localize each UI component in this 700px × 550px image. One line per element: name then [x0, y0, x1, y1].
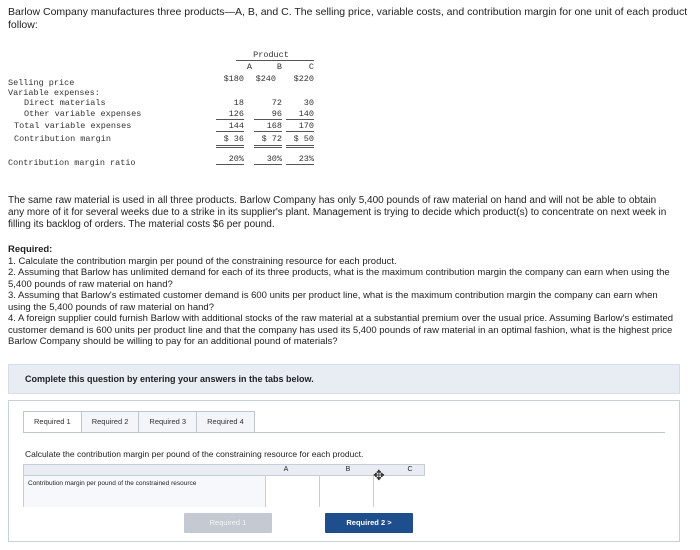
answer-row-label: Contribution margin per pound of the constrained resource	[24, 476, 266, 507]
required-item-3: 3. Assuming that Barlow's estimated customer demand is 600 units per product line, what is the maximum contribution margin the company can earn when using the 5,400 pounds of raw material on hand?	[8, 290, 658, 313]
col-header-c: C	[308, 62, 314, 72]
answer-header-b: B	[345, 466, 351, 473]
row-label-other-variable: Other variable expenses	[24, 109, 142, 119]
problem-intro: Barlow Company manufactures three products—A, B, and C. The selling price, variable costs, and contribution margin for one unit of each product follow:	[8, 6, 688, 31]
required-item-4: 4. A foreign supplier could furnish Barlow with additional stocks of the raw material at a substantial premium over the usual price. Assuming Barlow's estimated customer demand is 600 units per product line and that the company has used its 5,400 pounds of raw material in an optimal fashion, what is the highest price Barlow Company should be willing to pay for an additional pound of materials?	[8, 313, 674, 347]
selling-price-a: $180	[223, 74, 244, 84]
answer-header-c: C	[407, 466, 413, 473]
row-label-contribution-margin: Contribution margin	[14, 134, 111, 144]
tab-bar	[23, 411, 255, 433]
row-label-variable-expenses: Variable expenses:	[8, 88, 100, 98]
answer-input-b[interactable]	[320, 476, 373, 507]
contribution-margin-c: $ 50	[293, 134, 314, 144]
cm-ratio-b: 30%	[266, 154, 282, 164]
row-label-cm-ratio: Contribution margin ratio	[8, 158, 136, 168]
direct-materials-c: 30	[303, 98, 314, 108]
required-item-2: 2. Assuming that Barlow has unlimited demand for each of its three products, what is the maximum contribution margin the company can earn when using the 5,400 pounds of raw material on hand?	[8, 267, 670, 290]
answer-panel	[8, 400, 680, 542]
cm-ratio-c: 23%	[298, 154, 314, 164]
selling-price-b: $240	[255, 74, 276, 84]
tab-required-4[interactable]: Required 4	[196, 411, 255, 433]
col-header-a: A	[246, 62, 252, 72]
next-tab-button[interactable]: Required 2 >	[325, 513, 413, 533]
cm-ratio-a: 20%	[228, 154, 244, 164]
other-variable-a: 126	[228, 109, 244, 119]
answer-header-a: A	[283, 466, 289, 473]
row-label-direct-materials: Direct materials	[24, 98, 106, 108]
row-label-selling-price: Selling price	[8, 78, 75, 88]
required-title: Required:	[8, 244, 53, 255]
direct-materials-a: 18	[233, 98, 244, 108]
col-header-b: B	[276, 62, 282, 72]
answer-row	[23, 476, 425, 507]
complete-instruction-bar: Complete this question by entering your answers in the tabs below.	[8, 364, 680, 394]
other-variable-c: 140	[298, 109, 314, 119]
selling-price-c: $220	[293, 74, 314, 84]
tab-required-3[interactable]: Required 3	[138, 411, 196, 433]
contribution-margin-b: $ 72	[261, 134, 282, 144]
header-rule	[236, 60, 314, 61]
tab-required-1[interactable]: Required 1	[23, 411, 81, 433]
scenario-paragraph: The same raw material is used in all three products. Barlow Company has only 5,400 pounds of raw material on hand and will not be able to obtain any more of it for several weeks due to a strike in its supplier's plant. Management is trying to decide which product(s) to concentrate on next week in filling its backlog of orders. The material costs $6 per pound.	[8, 195, 667, 230]
contribution-margin-a: $ 36	[223, 134, 244, 144]
required-item-1: 1. Calculate the contribution margin per pound of the constraining resource for each product.	[8, 255, 397, 267]
product-header: Product	[253, 50, 289, 60]
total-variable-b: 168	[266, 121, 282, 131]
tab-instruction: Calculate the contribution margin per pound of the constraining resource for each product.	[25, 449, 364, 459]
prev-tab-button[interactable]: Required 1	[184, 513, 272, 533]
total-variable-a: 144	[228, 121, 244, 131]
answer-table	[23, 464, 425, 507]
move-cursor-icon: ✥	[373, 467, 385, 483]
required-section	[8, 244, 676, 348]
total-variable-c: 170	[298, 121, 314, 131]
row-label-total-variable: Total variable expenses	[14, 121, 132, 131]
answer-table-header	[23, 464, 425, 476]
other-variable-b: 96	[271, 109, 282, 119]
tab-required-2[interactable]: Required 2	[81, 411, 139, 433]
answer-input-a[interactable]	[266, 476, 319, 507]
direct-materials-b: 72	[271, 98, 282, 108]
